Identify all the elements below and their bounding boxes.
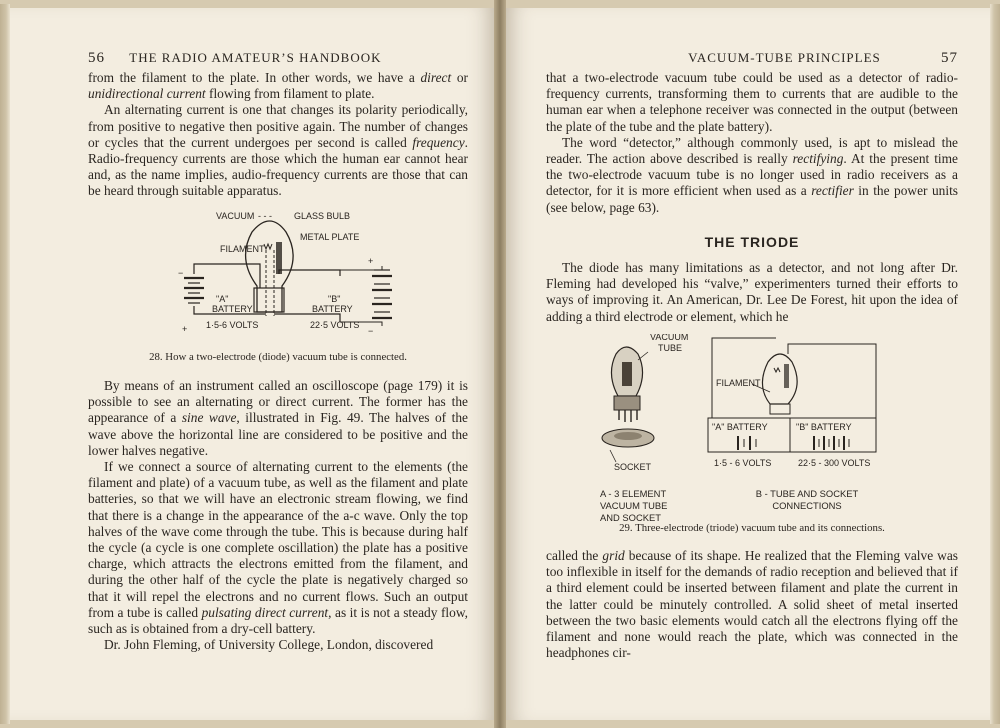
figure-29-caption: 29. Three-electrode (triode) vacuum tube and its connections.	[619, 522, 885, 534]
filament-shape	[264, 244, 272, 249]
figure-28-diode-diagram	[162, 204, 392, 339]
label-filament-29: FILAMENT	[716, 378, 761, 388]
label-a: "A"	[216, 294, 229, 304]
paragraph: If we connect a source of alternating current to the elements (the filament and plate) of a vacuum tube, as well as the filament and plate batteries, so that we will have an electronic stream flowing, we find that there is a change in the appearance of the a-c wave. Only the top halves of the wave come through the tube. This is because during half the cycle (a cycle is one complete oscillation) the plate has a positive charge, which attracts the electrons emitted from the filament, and during the other half of the cycle the plate is negatively charged so that it will repel the electrons and no current flows. Such an output from a tube is called pulsating direct current, as it is not a steady flow, such as is obtained from a dry-cell battery.	[88, 459, 468, 637]
paragraph: Dr. John Fleming, of University College, London, discovered	[104, 637, 434, 653]
label-volts-b: 22·5 VOLTS	[310, 320, 360, 330]
label-minus-b: −	[368, 326, 374, 336]
figure-29-triode-diagram	[592, 334, 882, 479]
left-page-number: 56	[88, 50, 105, 66]
label-dashes: - - -	[258, 211, 272, 221]
book-gutter	[494, 0, 506, 728]
label-plus-a: +	[182, 324, 188, 334]
paragraph: An alternating current is one that changes its polarity periodically, from positive to negative then positive again. The number of changes or cycles that the current undergoes per second is called frequency. Radio-frequency currents are those which the human ear cannot hear and, as the name implies, audio-frequency currents are those that can be heard through suitable apparatus.	[88, 102, 468, 199]
paragraph: The diode has many limitations as a detector, and not long after Dr. Fleming had developed his “valve,” experimenters turned their efforts to ways of improving it. An American, Dr. Lee De Forest, hit upon the idea of adding a third electrode or element, which he	[546, 260, 958, 324]
label-metal-plate: METAL PLATE	[300, 232, 360, 242]
label-battery-b: BATTERY	[312, 304, 353, 314]
tube-photo-electrodes	[622, 362, 632, 386]
figure-29-sublabel-b: B - TUBE AND SOCKET CONNECTIONS	[755, 488, 859, 511]
right-text-middle	[546, 260, 958, 325]
left-text-bottom	[88, 378, 468, 653]
label-vacuum-tube-2: TUBE	[658, 343, 683, 353]
label-b-battery: "B" BATTERY	[796, 422, 852, 432]
right-running-head: VACUUM-TUBE PRINCIPLES	[688, 50, 881, 65]
label-filament: FILAMENT	[220, 244, 265, 254]
paragraph: By means of an instrument called an oscilloscope (page 179) it is possible to see an alternating or direct current. The former has the appearance of a sine wave, illustrated in Fig. 49. The halves of the wave above the horizontal line are considered to be positive and the lower halves negative.	[88, 378, 468, 458]
page-edge-left	[0, 4, 10, 724]
label-volts-a-29: 1·5 - 6 VOLTS	[714, 458, 772, 468]
glass-bulb-shape	[246, 221, 294, 312]
paragraph: from the filament to the plate. In other words, we have a direct or unidirectional current flowing from filament to plate.	[88, 70, 468, 102]
figure-28-caption: 28. How a two-electrode (diode) vacuum tube is connected.	[149, 351, 407, 363]
tube-base-shape	[254, 288, 284, 312]
right-page-number: 57	[941, 50, 958, 66]
paragraph: that a two-electrode vacuum tube could be used as a detector of radio-frequency currents, transforming them to currents that are audible to the human ear when a telephone receiver was connected in the output (between the plate of the tube and the plate battery).	[546, 70, 958, 134]
right-text-top	[546, 70, 958, 216]
label-socket: SOCKET	[614, 462, 652, 472]
label-a-battery: "A" BATTERY	[712, 422, 768, 432]
label-battery-a: BATTERY	[212, 304, 253, 314]
page-edge-right	[990, 4, 1000, 724]
metal-plate-shape	[276, 242, 282, 274]
label-minus: −	[178, 268, 184, 278]
right-page	[506, 8, 990, 720]
label-b: "B"	[328, 294, 341, 304]
paragraph: called the grid because of its shape. He realized that the Fleming valve was too inflexible in itself for the demands of radio reception and believed that if a third element could be inserted between filament and plate the current in the latter could be minutely controlled. A solid sheet of metal inserted between the two basic elements would catch all the electrons flying off the filament and none would reach the plate, which was connected in the headphones cir-	[546, 548, 958, 661]
schematic-tube-bulb	[762, 354, 797, 404]
right-running-header	[546, 50, 958, 67]
label-vacuum-tube-1: VACUUM	[650, 334, 689, 342]
label-volts-a: 1·5-6 VOLTS	[206, 320, 259, 330]
left-text-top	[88, 70, 468, 200]
figure-29-sublabel-a: A - 3 ELEMENT VACUUM TUBE AND SOCKET	[600, 488, 668, 523]
label-vacuum: VACUUM	[216, 211, 255, 221]
label-plus-b: +	[368, 256, 374, 266]
right-text-bottom	[546, 548, 958, 661]
left-running-head: THE RADIO AMATEUR’S HANDBOOK	[129, 50, 382, 65]
left-running-header	[88, 50, 468, 67]
paragraph: The word “detector,” although commonly used, is apt to mislead the reader. The action above described is really rectifying. At the present time the two-electrode vacuum tube is no longer used in radio receivers as a detector, for it is more efficient when used as a rectifier in the power units (see below, page 63).	[546, 134, 959, 215]
section-heading-triode: THE TRIODE	[704, 234, 800, 250]
tube-photo-base	[614, 396, 640, 410]
left-page	[10, 8, 494, 720]
label-volts-b-29: 22·5 - 300 VOLTS	[798, 458, 871, 468]
label-glass-bulb: GLASS BULB	[294, 211, 351, 221]
